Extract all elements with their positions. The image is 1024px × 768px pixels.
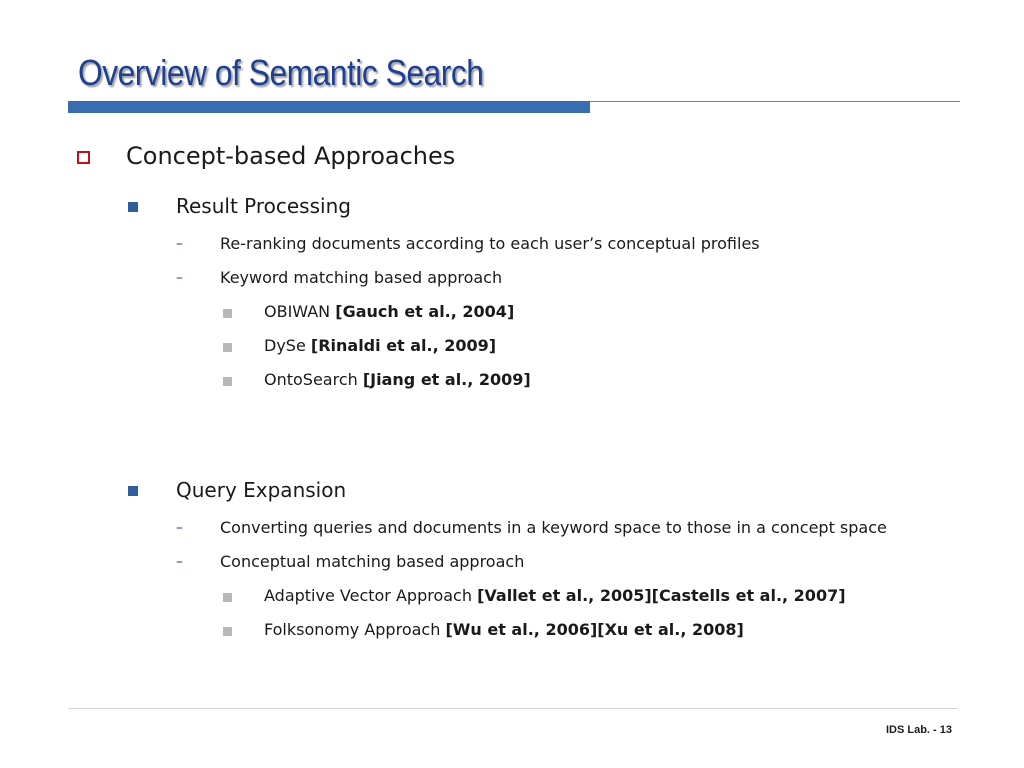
dash-icon: –	[176, 520, 183, 536]
list-item: Converting queries and documents in a keyword space to those in a concept space	[220, 518, 887, 537]
section-label: Query Expansion	[176, 478, 347, 502]
example-citation: [Wu et al., 2006][Xu et al., 2008]	[445, 620, 744, 639]
example-name: OntoSearch	[264, 370, 358, 389]
example-citation: [Jiang et al., 2009]	[362, 370, 531, 389]
example-citation: [Gauch et al., 2004]	[335, 302, 515, 321]
example-item	[264, 336, 496, 355]
section-label: Result Processing	[176, 194, 351, 218]
small-square-icon	[223, 343, 232, 352]
example-name: Adaptive Vector Approach	[264, 586, 472, 605]
list-item: Keyword matching based approach	[220, 268, 503, 287]
dash-icon: –	[176, 554, 183, 570]
footer-page-number: IDS Lab. - 13	[885, 724, 952, 736]
example-item	[264, 302, 514, 321]
hollow-square-icon	[77, 151, 90, 164]
small-square-icon	[223, 593, 232, 602]
small-square-icon	[223, 309, 232, 318]
example-name: DySe	[264, 336, 306, 355]
dash-icon: –	[176, 270, 183, 286]
example-name: OBIWAN	[264, 302, 331, 321]
title-underline-thin	[590, 101, 960, 102]
slide-title: Overview of Semantic Search	[78, 52, 484, 93]
list-item: Re-ranking documents according to each user’s conceptual profiles	[220, 234, 760, 253]
filled-square-icon	[128, 202, 138, 212]
filled-square-icon	[128, 486, 138, 496]
example-item	[264, 586, 846, 605]
small-square-icon	[223, 377, 232, 386]
dash-icon: –	[176, 236, 183, 252]
small-square-icon	[223, 627, 232, 636]
example-item	[264, 620, 744, 639]
list-item: Conceptual matching based approach	[220, 552, 525, 571]
example-name: Folksonomy Approach	[264, 620, 441, 639]
example-citation: [Vallet et al., 2005][Castells et al., 2007]	[477, 586, 846, 605]
title-underline-bar	[68, 101, 590, 113]
example-citation: [Rinaldi et al., 2009]	[310, 336, 497, 355]
footer-divider	[68, 708, 958, 709]
example-item	[264, 370, 531, 389]
main-heading: Concept-based Approaches	[126, 142, 456, 170]
